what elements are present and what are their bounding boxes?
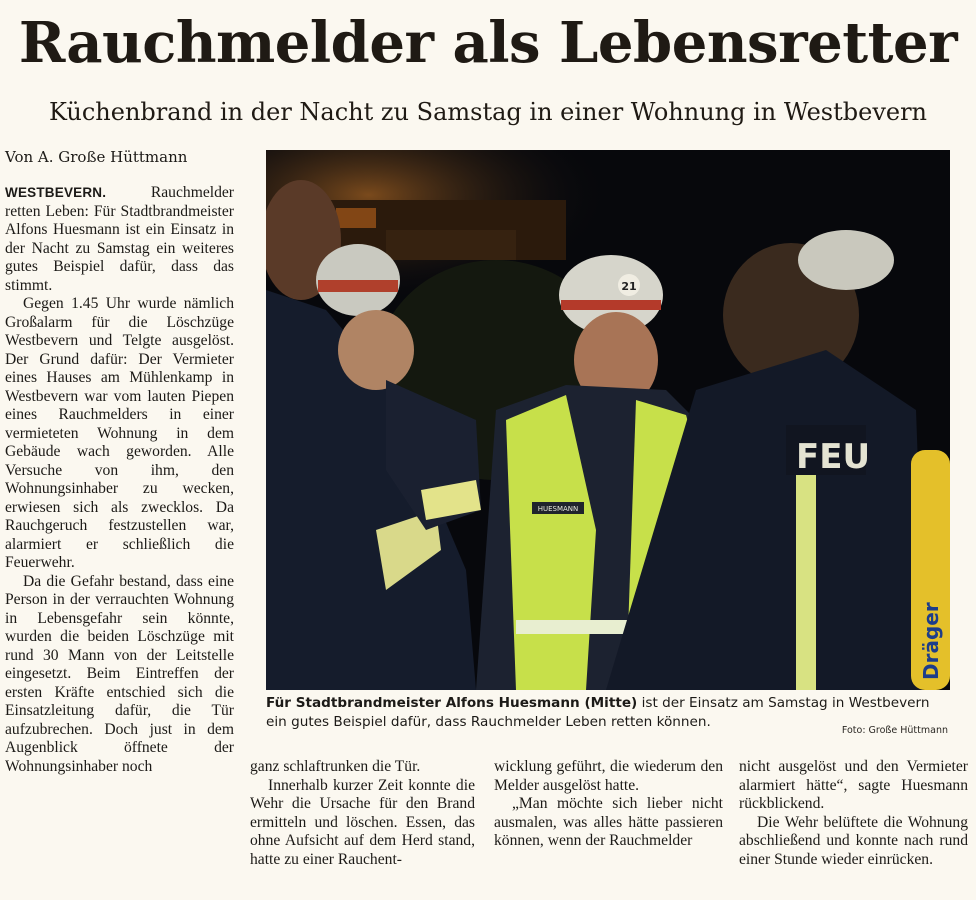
- paragraph: „Man möchte sich lieber nicht ausmalen, was alles hätte passieren können, wenn der Rauchmelder: [494, 795, 723, 849]
- jacket-lettering: FEU: [796, 437, 871, 477]
- photo-credit: Foto: Große Hüttmann: [841, 725, 948, 736]
- caption-text: ist der Einsatz am Samstag in Westbevern ein gutes Beispiel dafür, dass Rauchmelder Leben retten können.: [266, 695, 930, 730]
- paragraph: Da die Gefahr bestand, dass eine Person in der verrauchten Wohnung in Lebensgefahr sein könnte, wurden die beiden Löschzüge mit rund 30 Mann von der Leitstelle eingesetzt. Beim Eintreffen der ersten Kräfte entschied sich die Einsatzleitung dafür, die Tür aufzubrechen. Doch just in dem Augenblick öffnete der Wohnungsinhaber noch: [5, 572, 234, 775]
- paragraph: [5, 184, 234, 295]
- paragraph: Innerhalb kurzer Zeit konnte die Wehr die Ursache für den Brand ermitteln und löschen. Essen, das ohne Aufsicht auf dem Herd stand, hatte zu einer Rauchent-: [250, 776, 475, 868]
- paragraph: Die Wehr belüftete die Wohnung abschließend und konnte nach rund einer Stunde wieder einrücken.: [739, 813, 968, 868]
- paragraph-text: Rauchmelder retten Leben: Für Stadtbrandmeister Alfons Huesmann ist ein Einsatz in der Nacht zu Samstag ein weiteres gutes Beispiel dafür, dass das stimmt.: [5, 184, 234, 294]
- headline: Rauchmelder als Lebensretter: [18, 10, 958, 76]
- paragraph: nicht ausgelöst und den Vermieter alarmiert hätte“, sagte Huesmann rückblickend.: [739, 758, 968, 812]
- firefighters-photo: [266, 150, 950, 690]
- paragraph: ganz schlaftrunken die Tür.: [250, 758, 421, 775]
- paragraph: wicklung geführt, die wiederum den Melder ausgelöst hatte.: [494, 758, 723, 794]
- article-photo: [266, 150, 950, 690]
- article-column-2: [250, 758, 475, 869]
- article-column-4: [739, 758, 968, 869]
- helmet-number: 21: [621, 280, 637, 293]
- subheadline: Küchenbrand in der Nacht zu Samstag in einer Wohnung in Westbevern: [48, 98, 928, 126]
- vest-name-tag: HUESMANN: [537, 505, 579, 513]
- paragraph: Gegen 1.45 Uhr wurde nämlich Großalarm für die Löschzüge Westbevern und Telgte ausgelöst. Der Grund dafür: Der Vermieter eines Hauses am Mühlenkamp in Westbevern war vom lauten Piepen eines Rauchmelders in einer vermieteten Wohnung in dem Gebäude wach geworden. Alle Versuche von ihm, den Wohnungsinhaber zu wecken, erwiesen sich als zwecklos. Da Rauchgeruch festzustellen war, alarmiert er schließlich die Feuerwehr.: [5, 295, 234, 571]
- article-column-1: [5, 184, 234, 776]
- caption-bold: Für Stadtbrandmeister Alfons Huesmann (Mitte): [266, 695, 638, 711]
- tank-lettering: Dräger: [919, 602, 943, 680]
- byline: Von A. Große Hüttmann: [5, 148, 188, 166]
- dateline: WESTBEVERN.: [5, 185, 107, 200]
- article-column-3: [494, 758, 723, 851]
